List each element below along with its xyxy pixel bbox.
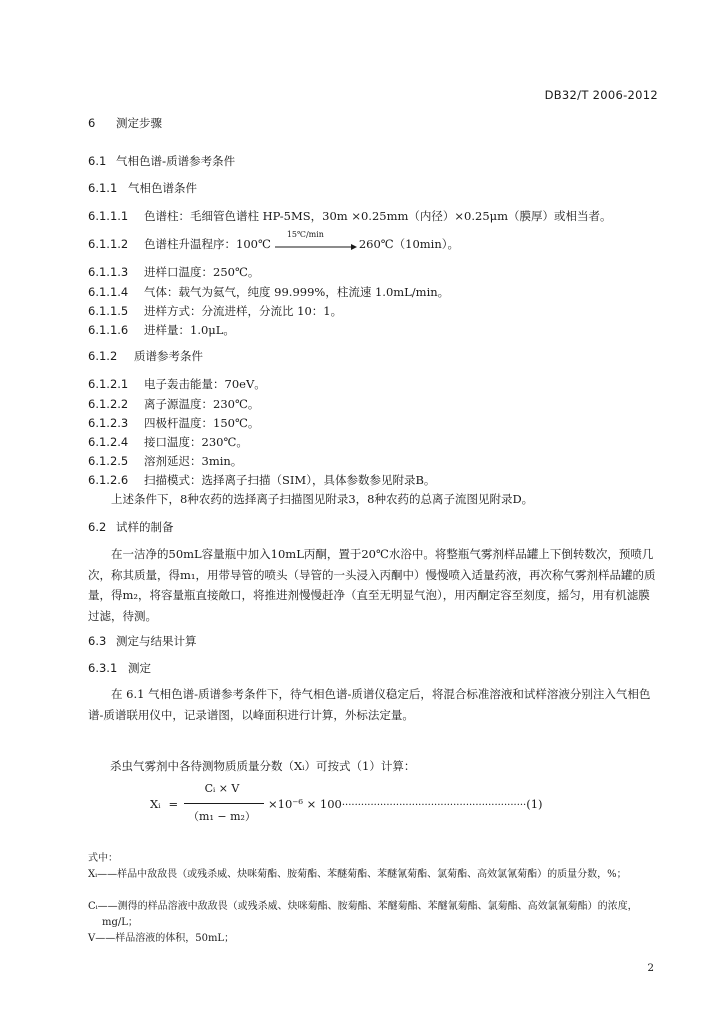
fraction-bar xyxy=(184,803,264,804)
heading-6-1-1: 6.1.1 气相色谱条件 xyxy=(88,181,197,195)
standard-id: DB32/T 2006-2012 xyxy=(544,88,658,102)
heading-6-3-1: 6.3.1 测定 xyxy=(88,661,151,675)
item-6-1-2-1: 6.1.2.1 电子轰击能量：70eV。 xyxy=(88,377,266,391)
item-6-1-1-2: 6.1.1.2 色谱柱升温程序：100℃ 15℃/min 260℃（10min）。 xyxy=(88,230,460,251)
heating-rate-arrow: 15℃/min xyxy=(273,238,357,252)
heading-6: 6 测定步骤 xyxy=(88,116,162,130)
item-6-1-2-4: 6.1.2.4 接口温度：230℃。 xyxy=(88,435,248,449)
formula-lhs: Xᵢ = xyxy=(150,797,179,811)
right-arrow-icon xyxy=(273,244,357,250)
where-ci: Cᵢ——测得的样品溶液中敌敌畏（或残杀威、炔咪菊酯、胺菊酯、苯醚菊酯、苯醚氰菊酯、氯菊酯、高效氯氰菊酯）的浓度，mg/L； xyxy=(88,901,638,928)
heading-6-1: 6.1 气相色谱-质谱参考条件 xyxy=(88,154,236,168)
item-6-1-2-3: 6.1.2.3 四极杆温度：150℃。 xyxy=(88,416,260,430)
item-6-1-1-1: 6.1.1.1 色谱柱：毛细管色谱柱 HP-5MS，30m ×0.25mm（内径）×0.25μm（膜厚）或相当者。 xyxy=(88,209,612,223)
where-xi: Xᵢ——样品中敌敌畏（或残杀威、炔咪菊酯、胺菊酯、苯醚菊酯、苯醚氰菊酯、氯菊酯、高效氯氰菊酯）的质量分数，%； xyxy=(88,869,627,880)
heading-6-3: 6.3 测定与结果计算 xyxy=(88,634,197,648)
where-v: V——样品溶液的体积，50mL； xyxy=(88,933,235,944)
formula-denominator: （m₁ − m₂） xyxy=(188,810,256,823)
item-6-1-1-4: 6.1.1.4 气体：载气为氦气，纯度 99.999%，柱流速 1.0mL/min。 xyxy=(88,285,450,299)
item-6-1-2-6: 6.1.2.6 扫描模式：选择离子扫描（SIM），具体参数参见附录B。 xyxy=(88,473,436,487)
item-6-1-2-5: 6.1.2.5 溶剂延迟：3min。 xyxy=(88,454,243,468)
heading-6-1-2: 6.1.2 质谱参考条件 xyxy=(88,349,203,363)
where-title: 式中： xyxy=(88,853,118,864)
item-6-1-2-2: 6.1.2.2 离子源温度：230℃。 xyxy=(88,397,260,411)
item-6-1-1-3: 6.1.1.3 进样口温度：250℃。 xyxy=(88,265,260,279)
sample-prep-paragraph: 在一洁净的50mL容量瓶中加入10mL丙酮，置于20℃水浴中。将整瓶气雾剂样品罐上下倒转数次，预喷几次，称其质量，得m₁，用带导管的喷头（导管的一头浸入丙酮中）慢慢喷入适量药液，再次称气雾剂样品罐的质量，得m₂，将容量瓶直接敞口，将推进剂慢慢赶净（直至无明显气泡），用丙酮定容至刻度，摇匀，用有机滤膜过滤，待测。 xyxy=(88,547,656,623)
formula-factor: ×10⁻⁶ × 100··························································(1) xyxy=(268,797,543,811)
formula-numerator: Cᵢ × V xyxy=(204,782,240,795)
formula-intro: 杀虫气雾剂中各待测物质质量分数（Xᵢ）可按式（1）计算： xyxy=(110,759,416,773)
heading-6-2: 6.2 试样的制备 xyxy=(88,520,174,534)
item-6-1-1-5: 6.1.1.5 进样方式：分流进样，分流比 10：1。 xyxy=(88,304,343,318)
page-number: 2 xyxy=(647,962,654,974)
determination-paragraph: 在 6.1 气相色谱-质谱参考条件下，待气相色谱-质谱仪稳定后，将混合标准溶液和试样溶液分别注入气相色谱-质谱联用仪中，记录谱图，以峰面积进行计算，外标法定量。 xyxy=(88,687,651,722)
condition-note: 上述条件下，8种农药的选择离子扫描图见附录3，8种农药的总离子流图见附录D。 xyxy=(111,492,534,506)
item-6-1-1-6: 6.1.1.6 进样量：1.0μL。 xyxy=(88,323,235,337)
